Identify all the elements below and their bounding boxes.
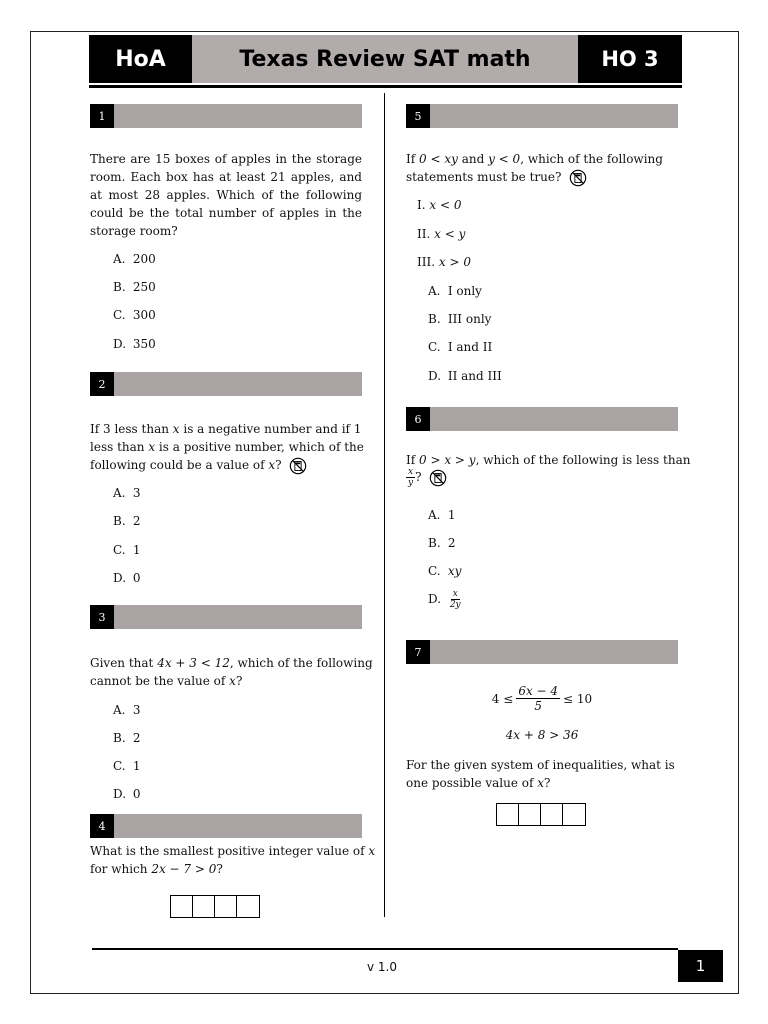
- no-calculator-icon: [569, 169, 587, 187]
- text-segment: , which of the following: [520, 152, 663, 166]
- page-title: Texas Review SAT math: [192, 35, 578, 83]
- choice-label: D.: [113, 787, 127, 801]
- question-number: 7: [406, 640, 430, 664]
- question-1-choice-d[interactable]: [113, 336, 156, 352]
- text-segment: ?: [275, 458, 282, 472]
- answer-grid-q4[interactable]: [170, 895, 260, 918]
- question-5-text: [406, 150, 678, 187]
- answer-cell[interactable]: [237, 896, 259, 917]
- text-segment: , which of the following is less than: [475, 453, 691, 467]
- text-segment: and: [457, 152, 489, 166]
- choice-label: C.: [113, 308, 126, 322]
- choice-value: 2: [447, 536, 456, 550]
- variable: x: [537, 776, 545, 790]
- text-segment: What is the smallest positive integer value of: [90, 844, 369, 858]
- question-3-choice-b[interactable]: [113, 730, 140, 746]
- question-3-choice-a[interactable]: [113, 702, 140, 718]
- question-5-choice-d[interactable]: [428, 368, 502, 384]
- expression: 4x + 3 < 12: [157, 656, 230, 670]
- expression: 2x − 7 > 0: [151, 862, 217, 876]
- fraction-x-over-y: [406, 467, 415, 488]
- question-number: 2: [90, 372, 114, 396]
- answer-cell[interactable]: [497, 804, 519, 825]
- choice-value: 350: [132, 337, 156, 351]
- text-segment: If: [406, 152, 419, 166]
- choice-label: D.: [428, 369, 442, 383]
- variable: x: [229, 674, 236, 688]
- fraction-numerator: x: [452, 589, 458, 599]
- variable: x: [172, 422, 180, 436]
- question-2-choice-b[interactable]: [113, 513, 140, 529]
- choice-label: B.: [113, 280, 126, 294]
- choice-value: 3: [132, 486, 141, 500]
- text-segment: ?: [216, 862, 223, 876]
- inequality-fraction: [516, 684, 560, 713]
- choice-value: II and III: [447, 369, 502, 383]
- choice-value: 2: [132, 514, 141, 528]
- text-segment: ?: [544, 776, 551, 790]
- page-number: 1: [678, 950, 723, 982]
- question-1-choice-b[interactable]: [113, 279, 156, 295]
- answer-cell[interactable]: [171, 896, 193, 917]
- choice-value: 0: [132, 787, 141, 801]
- inequality-1: [406, 684, 678, 713]
- answer-grid-q7[interactable]: [496, 803, 586, 826]
- text-segment: is a positive number, which of the: [155, 440, 364, 454]
- choice-label: D.: [428, 592, 442, 606]
- question-4-bar: [90, 814, 362, 838]
- answer-cell[interactable]: [519, 804, 541, 825]
- answer-cell[interactable]: [215, 896, 237, 917]
- question-5-choice-b[interactable]: [428, 311, 491, 327]
- choice-label: C.: [113, 759, 126, 773]
- column-divider: [384, 93, 385, 917]
- text-segment: If: [406, 453, 419, 467]
- question-1-choice-a[interactable]: [113, 251, 156, 267]
- question-6-choice-a[interactable]: [428, 507, 455, 523]
- statement-1: [417, 197, 461, 213]
- choice-value: 1: [132, 543, 141, 557]
- choice-value: xy: [447, 564, 462, 578]
- question-1-bar: [90, 104, 362, 128]
- question-2-bar: [90, 372, 362, 396]
- fraction-x-over-2y: [448, 589, 463, 610]
- question-7-text: [406, 756, 678, 792]
- choice-value: 2: [132, 731, 141, 745]
- choice-value: III only: [447, 312, 492, 326]
- no-calculator-icon: [429, 469, 447, 487]
- text-segment: one possible value of: [406, 776, 538, 790]
- text-segment: statements must be true?: [406, 170, 562, 184]
- question-number: 6: [406, 407, 430, 431]
- choice-value: 0: [132, 571, 141, 585]
- question-3-choice-c[interactable]: [113, 758, 140, 774]
- question-number: 3: [90, 605, 114, 629]
- question-7-bar: [406, 640, 678, 664]
- answer-cell[interactable]: [563, 804, 585, 825]
- question-number: 4: [90, 814, 114, 838]
- text-segment: If 3 less than: [90, 422, 173, 436]
- statement-label: II.: [417, 227, 431, 241]
- question-6-choice-b[interactable]: [428, 535, 455, 551]
- question-6-choice-d[interactable]: [428, 589, 463, 610]
- text-segment: Given that: [90, 656, 158, 670]
- choice-label: A.: [113, 252, 126, 266]
- fraction-numerator: x: [408, 467, 414, 477]
- choice-value: 200: [132, 252, 156, 266]
- expression: 0 > x > y: [419, 453, 476, 467]
- header-left-tag: HoA: [89, 35, 192, 83]
- choice-label: A.: [428, 284, 441, 298]
- header-banner: [89, 35, 682, 83]
- choice-value: 3: [132, 703, 141, 717]
- question-3-bar: [90, 605, 362, 629]
- version-label: v 1.0: [367, 960, 397, 974]
- answer-cell[interactable]: [541, 804, 563, 825]
- question-number: 1: [90, 104, 114, 128]
- fraction-denominator: 5: [534, 699, 542, 713]
- statement-label: I.: [417, 198, 426, 212]
- choice-label: C.: [428, 564, 441, 578]
- choice-label: D.: [113, 337, 127, 351]
- choice-label: B.: [113, 514, 126, 528]
- choice-value: 1: [447, 508, 456, 522]
- statement-label: III.: [417, 255, 436, 269]
- fraction-denominator: 2y: [449, 600, 461, 610]
- choice-label: B.: [428, 312, 441, 326]
- text-segment: for which: [90, 862, 152, 876]
- expression: 0 < xy: [419, 152, 458, 166]
- question-5-choice-c[interactable]: [428, 339, 492, 355]
- question-3-choice-d[interactable]: [113, 786, 140, 802]
- text-segment: cannot be the value of: [90, 674, 230, 688]
- variable: x: [268, 458, 276, 472]
- expression: y < 0: [488, 152, 521, 166]
- question-6-text: [406, 451, 691, 488]
- choice-label: C.: [428, 340, 441, 354]
- text-segment: less than: [90, 440, 149, 454]
- text-segment: ?: [415, 470, 422, 484]
- text-segment: is a negative number and if 1: [179, 422, 362, 436]
- inequality-right: ≤ 10: [563, 691, 593, 706]
- text-segment: following could be a value of: [90, 458, 269, 472]
- variable: x: [368, 844, 376, 858]
- statement-2: [417, 226, 465, 242]
- variable: x: [148, 440, 156, 454]
- statement-expression: x < y: [434, 227, 466, 241]
- question-6-choice-c[interactable]: [428, 563, 461, 579]
- choice-value: 250: [132, 280, 156, 294]
- choice-label: D.: [113, 571, 127, 585]
- choice-label: A.: [113, 486, 126, 500]
- text-segment: , which of the following: [229, 656, 373, 670]
- header-rule: [89, 85, 682, 88]
- statement-3: [417, 254, 471, 270]
- choice-value: I and II: [447, 340, 493, 354]
- question-5-bar: [406, 104, 678, 128]
- footer-rule: [92, 948, 678, 950]
- header-right-tag: HO 3: [578, 35, 682, 83]
- question-3-text: [90, 654, 373, 690]
- question-5-choice-a[interactable]: [428, 283, 482, 299]
- choice-value: I only: [447, 284, 482, 298]
- question-1-choice-c[interactable]: [113, 307, 156, 323]
- choice-label: B.: [428, 536, 441, 550]
- question-1-text: There are 15 boxes of apples in the storage room. Each box has at least 21 apples, and at most 28 apples. Which of the following could be the total number of apples in the storage room?: [90, 152, 362, 238]
- question-2-choice-a[interactable]: [113, 485, 140, 501]
- fraction-denominator: y: [408, 478, 414, 488]
- statement-expression: x > 0: [438, 255, 471, 269]
- choice-label: C.: [113, 543, 126, 557]
- choice-value: 300: [132, 308, 156, 322]
- question-4-text: [90, 842, 376, 878]
- statement-expression: x < 0: [429, 198, 462, 212]
- text-segment: ?: [235, 674, 243, 688]
- question-2-choice-d[interactable]: [113, 570, 140, 586]
- choice-value: 1: [132, 759, 141, 773]
- text-segment: For the given system of inequalities, what is: [406, 758, 675, 772]
- fraction-numerator: 6x − 4: [518, 684, 559, 698]
- choice-label: A.: [428, 508, 441, 522]
- choice-label: A.: [113, 703, 126, 717]
- question-6-bar: [406, 407, 678, 431]
- choice-label: B.: [113, 731, 126, 745]
- question-2-text: [90, 420, 362, 475]
- question-2-choice-c[interactable]: [113, 542, 140, 558]
- answer-cell[interactable]: [193, 896, 215, 917]
- question-number: 5: [406, 104, 430, 128]
- no-calculator-icon: [289, 457, 307, 475]
- inequality-2: 4x + 8 > 36: [505, 728, 579, 742]
- inequality-left: 4 ≤: [491, 691, 514, 706]
